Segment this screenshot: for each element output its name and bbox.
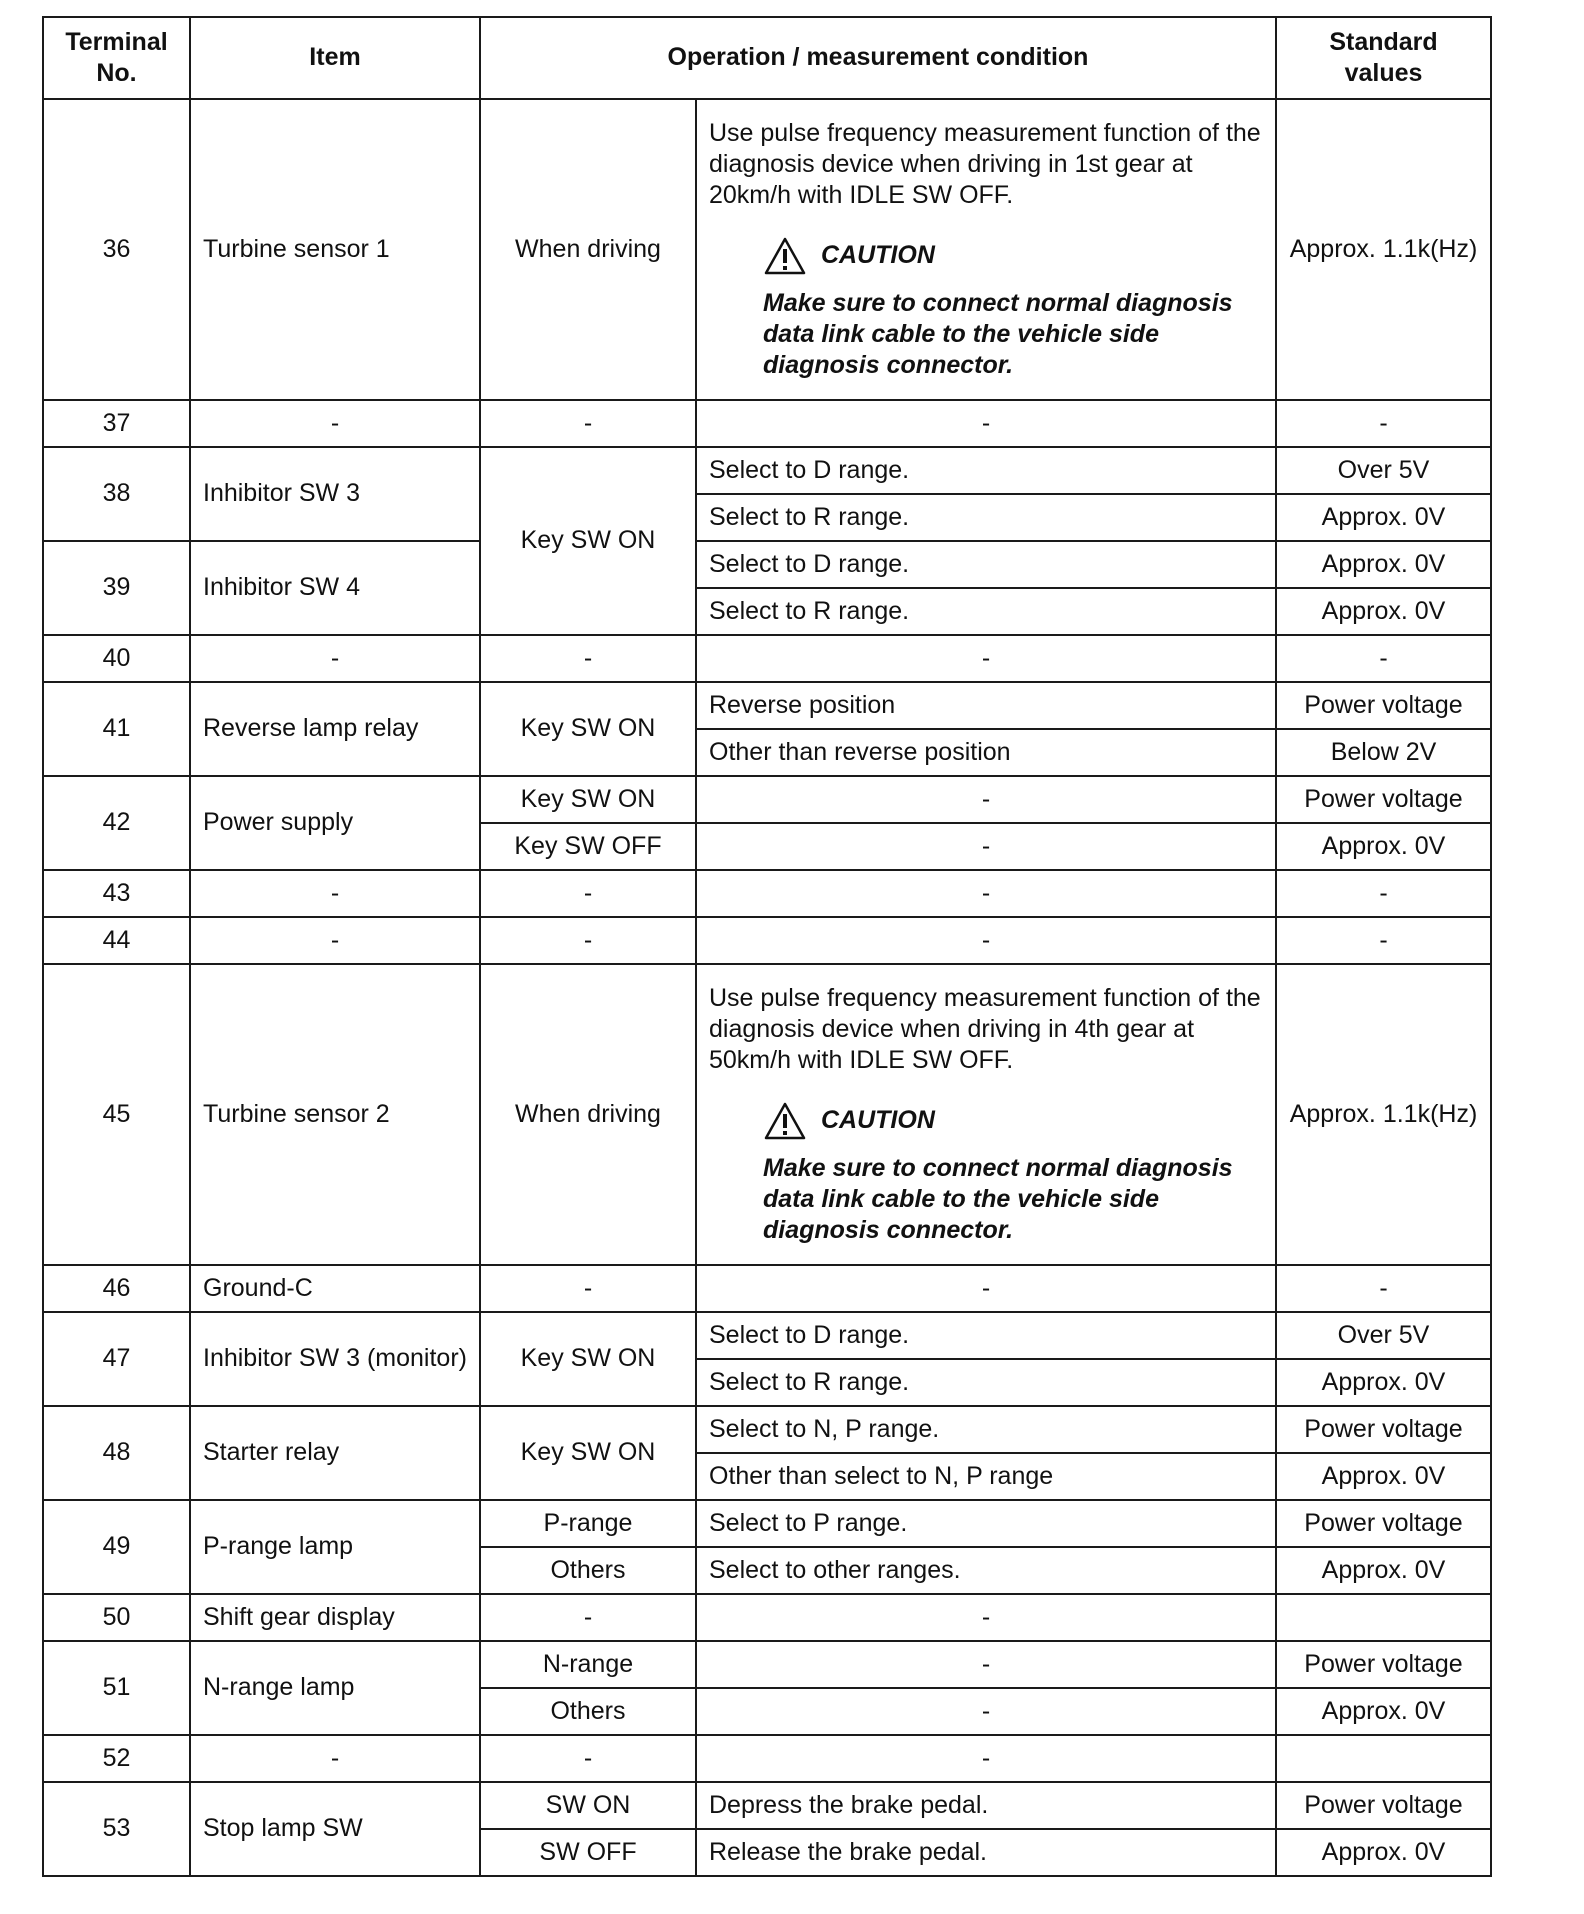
- condition-text: -: [696, 1265, 1276, 1312]
- standard-value: -: [1276, 635, 1491, 682]
- table-row: [43, 1500, 1491, 1547]
- item-name: Starter relay: [190, 1406, 480, 1500]
- item-name: Inhibitor SW 3: [190, 447, 480, 541]
- condition-text: -: [696, 1594, 1276, 1641]
- standard-value: -: [1276, 400, 1491, 447]
- condition-text: Select to other ranges.: [696, 1547, 1276, 1594]
- condition-text: Select to D range.: [696, 1312, 1276, 1359]
- operation: Key SW ON: [480, 1406, 696, 1500]
- standard-value: Over 5V: [1276, 447, 1491, 494]
- operation: Others: [480, 1688, 696, 1735]
- table-row: [43, 682, 1491, 729]
- item-name: Reverse lamp relay: [190, 682, 480, 776]
- standard-value: Over 5V: [1276, 1312, 1491, 1359]
- table-row: [43, 776, 1491, 823]
- item-name: Shift gear display: [190, 1594, 480, 1641]
- terminal-no: 46: [43, 1265, 190, 1312]
- standard-value: -: [1276, 1265, 1491, 1312]
- standard-value: [1276, 1735, 1491, 1782]
- operation: Others: [480, 1547, 696, 1594]
- standard-value: Approx. 0V: [1276, 541, 1491, 588]
- terminal-no: 47: [43, 1312, 190, 1406]
- standard-value: Below 2V: [1276, 729, 1491, 776]
- standard-value: -: [1276, 870, 1491, 917]
- condition-text: -: [696, 1735, 1276, 1782]
- condition-text: Depress the brake pedal.: [696, 1782, 1276, 1829]
- standard-value: Approx. 0V: [1276, 1688, 1491, 1735]
- standard-value: Power voltage: [1276, 776, 1491, 823]
- standard-value: Approx. 1.1k(Hz): [1276, 964, 1491, 1265]
- terminal-no: 38: [43, 447, 190, 541]
- condition-cell: [696, 964, 1276, 1265]
- item-name: Ground-C: [190, 1265, 480, 1312]
- table-row: [43, 1406, 1491, 1453]
- item-name: -: [190, 635, 480, 682]
- terminal-no: 52: [43, 1735, 190, 1782]
- standard-value: Approx. 0V: [1276, 588, 1491, 635]
- condition-text: Select to D range.: [696, 447, 1276, 494]
- item-name: -: [190, 1735, 480, 1782]
- condition-text: -: [696, 1688, 1276, 1735]
- table-row: [43, 1594, 1491, 1641]
- header-operation: Operation / measurement condition: [480, 17, 1276, 99]
- terminal-no: 53: [43, 1782, 190, 1876]
- condition-text: Use pulse frequency measurement function of the diagnosis device when driving in 4th gear at 50km/h with IDLE SW OFF.: [709, 983, 1261, 1075]
- condition-text: Select to P range.: [696, 1500, 1276, 1547]
- standard-value: Power voltage: [1276, 1500, 1491, 1547]
- table-row: [43, 1735, 1491, 1782]
- operation: SW OFF: [480, 1829, 696, 1876]
- standard-value: Power voltage: [1276, 1782, 1491, 1829]
- operation: -: [480, 870, 696, 917]
- terminal-no: 40: [43, 635, 190, 682]
- item-name: Inhibitor SW 3 (monitor): [190, 1312, 480, 1406]
- terminal-no: 36: [43, 99, 190, 400]
- operation: -: [480, 917, 696, 964]
- standard-value: Approx. 0V: [1276, 1359, 1491, 1406]
- operation: When driving: [480, 964, 696, 1265]
- table-row: [43, 870, 1491, 917]
- condition-text: Select to R range.: [696, 1359, 1276, 1406]
- item-name: Turbine sensor 1: [190, 99, 480, 400]
- table-row: [43, 400, 1491, 447]
- item-name: -: [190, 917, 480, 964]
- caution-block: [763, 1101, 1263, 1247]
- operation: -: [480, 400, 696, 447]
- condition-text: Use pulse frequency measurement function of the diagnosis device when driving in 1st gear at 20km/h with IDLE SW OFF.: [709, 118, 1261, 210]
- operation: Key SW ON: [480, 776, 696, 823]
- caution-text: Make sure to connect normal diagnosis data link cable to the vehicle side diagnosis connector.: [763, 1153, 1233, 1244]
- operation: -: [480, 1735, 696, 1782]
- item-name: -: [190, 400, 480, 447]
- caution-block: [763, 236, 1263, 382]
- standard-value: Approx. 1.1k(Hz): [1276, 99, 1491, 400]
- table-row: [43, 1782, 1491, 1829]
- condition-text: Select to N, P range.: [696, 1406, 1276, 1453]
- terminal-spec-table: [42, 16, 1492, 1877]
- warning-triangle-icon: [763, 236, 807, 276]
- item-name: Inhibitor SW 4: [190, 541, 480, 635]
- table-row: [43, 99, 1491, 400]
- standard-value: Approx. 0V: [1276, 1453, 1491, 1500]
- operation: Key SW OFF: [480, 823, 696, 870]
- item-name: Power supply: [190, 776, 480, 870]
- terminal-no: 45: [43, 964, 190, 1265]
- terminal-no: 41: [43, 682, 190, 776]
- operation: Key SW ON: [480, 447, 696, 635]
- standard-value: Approx. 0V: [1276, 494, 1491, 541]
- condition-text: -: [696, 776, 1276, 823]
- standard-value: Approx. 0V: [1276, 823, 1491, 870]
- condition-cell: [696, 99, 1276, 400]
- condition-text: -: [696, 917, 1276, 964]
- operation: N-range: [480, 1641, 696, 1688]
- operation: -: [480, 1594, 696, 1641]
- header-row: [43, 17, 1491, 99]
- terminal-no: 50: [43, 1594, 190, 1641]
- operation: Key SW ON: [480, 1312, 696, 1406]
- caution-label: CAUTION: [821, 240, 935, 269]
- condition-text: Reverse position: [696, 682, 1276, 729]
- table-row: [43, 1641, 1491, 1688]
- terminal-no: 48: [43, 1406, 190, 1500]
- condition-text: -: [696, 823, 1276, 870]
- standard-value: -: [1276, 917, 1491, 964]
- table-row: [43, 447, 1491, 494]
- terminal-no: 42: [43, 776, 190, 870]
- caution-text: Make sure to connect normal diagnosis data link cable to the vehicle side diagnosis connector.: [763, 288, 1233, 379]
- condition-text: -: [696, 1641, 1276, 1688]
- condition-text: -: [696, 635, 1276, 682]
- terminal-no: 39: [43, 541, 190, 635]
- standard-value: [1276, 1594, 1491, 1641]
- condition-text: -: [696, 870, 1276, 917]
- operation: -: [480, 635, 696, 682]
- table-row: [43, 1265, 1491, 1312]
- condition-text: Select to D range.: [696, 541, 1276, 588]
- terminal-no: 49: [43, 1500, 190, 1594]
- table-row: [43, 635, 1491, 682]
- terminal-no: 43: [43, 870, 190, 917]
- header-item: Item: [190, 17, 480, 99]
- operation: SW ON: [480, 1782, 696, 1829]
- condition-text: Select to R range.: [696, 494, 1276, 541]
- operation: Key SW ON: [480, 682, 696, 776]
- item-name: N-range lamp: [190, 1641, 480, 1735]
- header-standard-values: Standard values: [1276, 17, 1491, 99]
- condition-text: Release the brake pedal.: [696, 1829, 1276, 1876]
- item-name: Turbine sensor 2: [190, 964, 480, 1265]
- condition-text: Other than select to N, P range: [696, 1453, 1276, 1500]
- item-name: Stop lamp SW: [190, 1782, 480, 1876]
- table-row: [43, 541, 1491, 588]
- terminal-no: 37: [43, 400, 190, 447]
- warning-triangle-icon: [763, 1101, 807, 1141]
- operation: When driving: [480, 99, 696, 400]
- header-terminal-no: Terminal No.: [43, 17, 190, 99]
- standard-value: Approx. 0V: [1276, 1829, 1491, 1876]
- terminal-no: 44: [43, 917, 190, 964]
- operation: P-range: [480, 1500, 696, 1547]
- terminal-no: 51: [43, 1641, 190, 1735]
- caution-label: CAUTION: [821, 1105, 935, 1134]
- condition-text: Other than reverse position: [696, 729, 1276, 776]
- standard-value: Power voltage: [1276, 682, 1491, 729]
- condition-text: -: [696, 400, 1276, 447]
- operation: -: [480, 1265, 696, 1312]
- standard-value: Approx. 0V: [1276, 1547, 1491, 1594]
- table-row: [43, 917, 1491, 964]
- standard-value: Power voltage: [1276, 1641, 1491, 1688]
- item-name: P-range lamp: [190, 1500, 480, 1594]
- condition-text: Select to R range.: [696, 588, 1276, 635]
- table-row: [43, 1312, 1491, 1359]
- item-name: -: [190, 870, 480, 917]
- table-row: [43, 964, 1491, 1265]
- standard-value: Power voltage: [1276, 1406, 1491, 1453]
